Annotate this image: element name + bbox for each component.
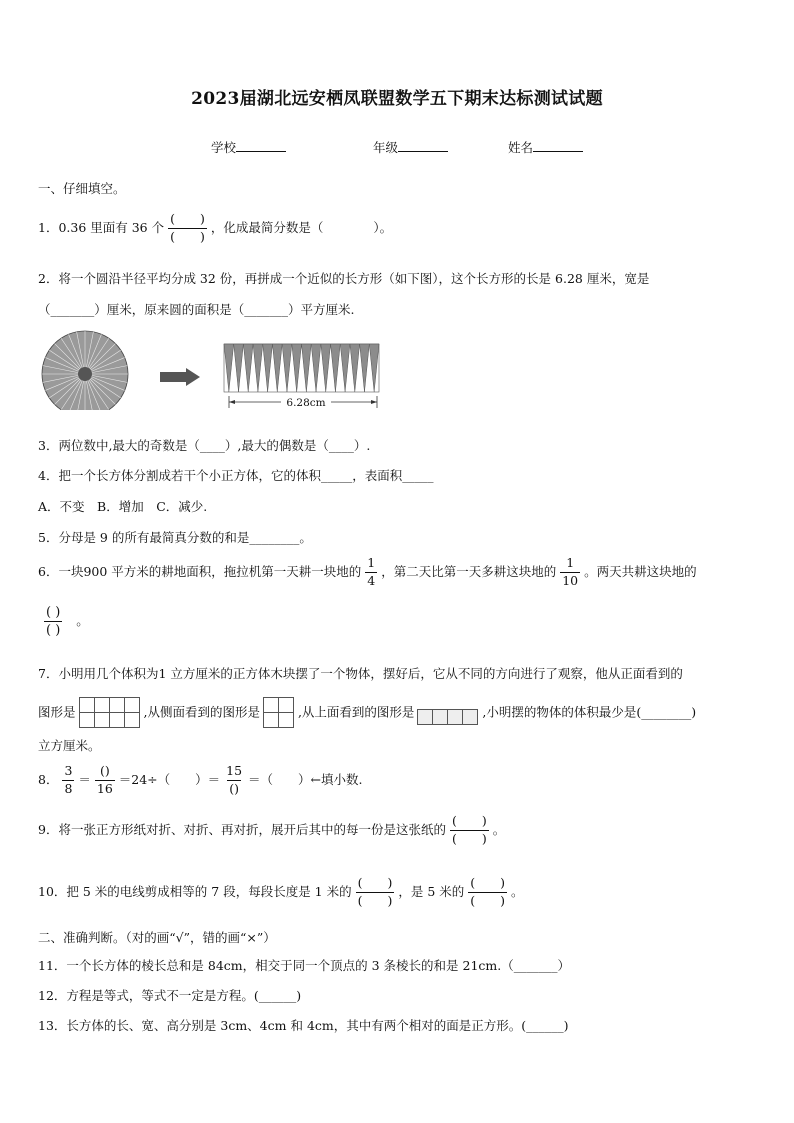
q6-ans-num: ( ) (46, 605, 61, 620)
q6-answer-fraction[interactable] (44, 606, 62, 637)
side-view-figure (264, 697, 294, 728)
q6-f2-den: 10 (562, 572, 579, 588)
page-title: 2023届湖北远安栖凤联盟数学五下期末达标测试试题 (191, 89, 603, 109)
q6-text-d: 。 (76, 613, 89, 629)
q6-ans-den: ( ) (46, 623, 61, 638)
q6-text-c: 。两天共耕这块地的 (584, 563, 697, 579)
q8-f1-num: 3 (64, 763, 73, 778)
question-7-line-3: 立方厘米。 (38, 738, 101, 753)
q8-fraction-1 (62, 765, 74, 795)
q7-text-d: ,小明摆的物体的体积最少是(________) (482, 704, 697, 720)
question-5: 5．分母是 9 的所有最简真分数的和是________。 (38, 530, 312, 545)
q10-f1-den: ( ) (357, 892, 393, 908)
name-label: 姓名 (508, 140, 534, 155)
q6-text-a: 6．一块900 平方米的耕地面积，拖拉机第一天耕一块地的 (38, 563, 362, 579)
q10-fraction-1[interactable] (356, 877, 395, 907)
q6-fraction-1 (365, 557, 377, 587)
section-1-heading: 一、仔细填空。 (38, 181, 126, 196)
q10-text-b: ，是 5 米的 (398, 883, 465, 899)
q9-text-b: 。 (492, 821, 506, 837)
question-12: 12．方程是等式，等式不一定是方程。(______) (38, 988, 302, 1003)
q6-f2-num: 1 (566, 555, 575, 570)
q10-text-c: 。 (510, 883, 524, 899)
length-label: 6.28cm (286, 397, 326, 409)
question-4-options: A．不变 B．增加 C．减少. (38, 499, 208, 514)
divided-circle (42, 331, 128, 410)
q8-text-c: ＝（ ）←填小数. (248, 771, 363, 787)
school-blank[interactable] (236, 151, 286, 152)
q1-fraction-den: ( ) (170, 228, 205, 244)
q1-text-b: ，化成最简分数是（ ）。 (210, 219, 393, 235)
q8-f3-num: 15 (226, 763, 243, 778)
top-view-figure (418, 709, 478, 725)
grade-label: 年级 (373, 140, 399, 155)
q1-fraction[interactable] (168, 213, 207, 243)
q9-text-a: 9．将一张正方形纸对折、对折、再对折，展开后其中的每一份是这张纸的 (38, 821, 446, 837)
question-2-line-1: 2．将一个圆沿半径平均分成 32 份，再拼成一个近似的长方形（如下图），这个长方形的长是 6.28 厘米，宽是 (38, 271, 650, 286)
name-blank[interactable] (533, 151, 583, 152)
q9-fraction-den: ( ) (451, 830, 487, 846)
question-3: 3．两位数中,最大的奇数是（____）,最大的偶数是（____）. (38, 438, 371, 453)
circle-to-rectangle-figure (36, 330, 394, 410)
question-6 (38, 557, 697, 587)
grade-blank[interactable] (398, 151, 448, 152)
question-2-line-2: （_______）厘米，原来圆的面积是（_______）平方厘米. (38, 302, 355, 317)
q8-text-a: 8． (38, 771, 59, 787)
q9-fraction[interactable] (450, 815, 489, 845)
q8-equals: ＝ (78, 771, 91, 787)
question-7-line-1: 7．小明用几个体积为1 立方厘米的正方体木块摆了一个物体，摆好后，它从不同的方向进行了观察，他从正面看到的 (38, 666, 683, 681)
question-7-line-2 (38, 697, 696, 728)
q8-f1-den: 8 (64, 780, 73, 796)
q1-text-a: 1．0.36 里面有 36 个 (38, 219, 165, 235)
question-11: 11．一个长方体的棱长总和是 84cm，相交于同一个顶点的 3 条棱长的和是 21cm.（_______） (38, 958, 570, 973)
q1-fraction-num: ( ) (170, 211, 205, 226)
q6-text-b: ，第二天比第一天多耕这块地的 (381, 563, 557, 579)
section-2-heading: 二、准确判断。（对的画“√”，错的画“×”） (38, 930, 276, 945)
q10-text-a: 10．把 5 米的电线剪成相等的 7 段，每段长度是 1 米的 (38, 883, 352, 899)
q6-f1-num: 1 (367, 555, 376, 570)
q10-f2-den: ( ) (470, 892, 505, 908)
q8-text-b: ＝24÷（ ）＝ (118, 771, 221, 787)
arrow-icon (160, 368, 200, 386)
q7-text-c: ,从上面看到的图形是 (297, 704, 415, 720)
grade-field (373, 142, 448, 155)
question-1 (38, 213, 392, 243)
school-field (211, 142, 286, 155)
q8-fraction-3[interactable] (224, 765, 244, 795)
question-13: 13．长方体的长、宽、高分别是 3cm、4cm 和 4cm，其中有两个相对的面是正方形。(______) (38, 1018, 569, 1033)
q10-f1-num: ( ) (357, 875, 393, 890)
q6-fraction-2 (560, 557, 580, 587)
name-field (508, 142, 583, 155)
q8-f2-num: () (99, 763, 110, 778)
q10-fraction-2[interactable] (468, 877, 507, 907)
q9-fraction-num: ( ) (451, 813, 487, 828)
question-9 (38, 815, 505, 845)
q6-f1-den: 4 (367, 572, 376, 588)
q8-f3-den: () (229, 780, 239, 796)
approximate-rectangle (224, 344, 379, 392)
question-10 (38, 877, 524, 907)
question-6-answer (44, 606, 89, 637)
question-4: 4．把一个长方体分割成若干个小正方体，它的体积_____，表面积_____ (38, 468, 434, 483)
school-label: 学校 (211, 140, 237, 155)
q8-fraction-2[interactable] (95, 765, 115, 795)
q7-text-a: 图形是 (38, 704, 76, 720)
q10-f2-num: ( ) (470, 875, 505, 890)
q8-f2-den: 16 (96, 780, 113, 796)
question-8 (38, 765, 362, 795)
q7-text-b: ,从侧面看到的图形是 (143, 704, 260, 720)
front-view-figure (80, 697, 140, 728)
